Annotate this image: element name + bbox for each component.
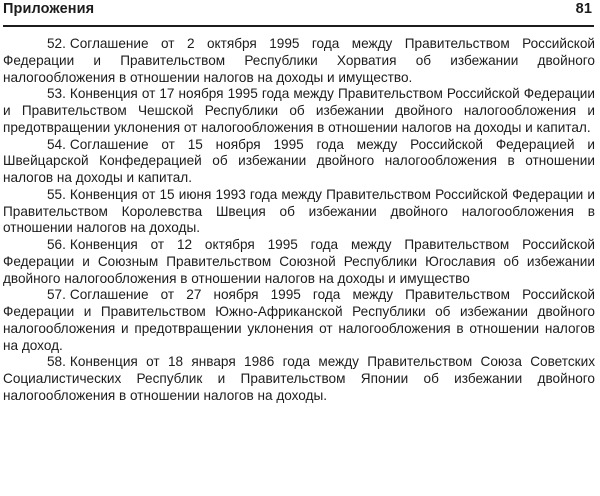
entry-number: 56. [47, 237, 66, 252]
entry-text: Конвенция от 18 января 1986 года между Правительством Союза Советских Социалистических Республик и Правительством Японии об избежании двойного налогообложения в отношении налогов на доходы. [3, 354, 595, 403]
entry-number: 53. [47, 86, 66, 102]
entry-text: Соглашение от 27 ноября 1995 года между Правительством Российской Федерации и Правительством Южно-Африканской Республики об избежании двойного налогообложения и предотвращении уклонения от налогообложения в отношении налогов на доход. [3, 287, 595, 353]
entry-text: Конвенция от 15 июня 1993 года между Правительством Российской Федерации и Правительством Королевства Швеция об избежании двойного налогообложения в отношении налогов на доходы. [3, 186, 595, 236]
entry-number: 54. [47, 136, 66, 152]
entry-number: 52. [47, 36, 66, 51]
treaty-entry-56 [3, 237, 595, 287]
entry-number: 55. [47, 186, 66, 202]
treaty-list [3, 36, 595, 405]
treaty-entry-53 [3, 86, 595, 136]
entry-text: Конвенция от 17 ноября 1995 года между Правительством Российской Федерации и Правительством Чешской Республики об избежании двойного налогообложения и предотвращении уклонения от налогообложения в отношении налогов на доходы и капитал. [3, 86, 595, 135]
header-rule [3, 25, 594, 27]
treaty-entry-52 [3, 36, 595, 86]
page-number: 81 [575, 1, 592, 17]
treaty-entry-57 [3, 287, 595, 354]
section-title: Приложения [3, 1, 95, 17]
treaty-entry-55 [3, 187, 595, 237]
entry-number: 58. [47, 354, 66, 370]
entry-text: Соглашение от 2 октября 1995 года между Правительством Российской Федерации и Правительством Республики Хорватия об избежании двойного налогообложения в отношении налогов на доходы и имущество. [3, 36, 595, 85]
running-header [3, 1, 592, 23]
entry-text: Конвенция от 12 октября 1995 года между Правительством Российской Федерации и Союзным Правительством Союзной Республики Югославия об избежании двойного налогообложения в отношении налогов на доходы и имущество [3, 237, 595, 286]
treaty-entry-58 [3, 354, 595, 404]
entry-text: Соглашение от 15 ноября 1995 года между Российской Федерацией и Швейцарской Конфедерацией об избежании двойного налогообложения в отношении налогов на доходы и капитал. [3, 136, 595, 185]
entry-number: 57. [47, 287, 66, 303]
treaty-entry-54 [3, 137, 595, 187]
